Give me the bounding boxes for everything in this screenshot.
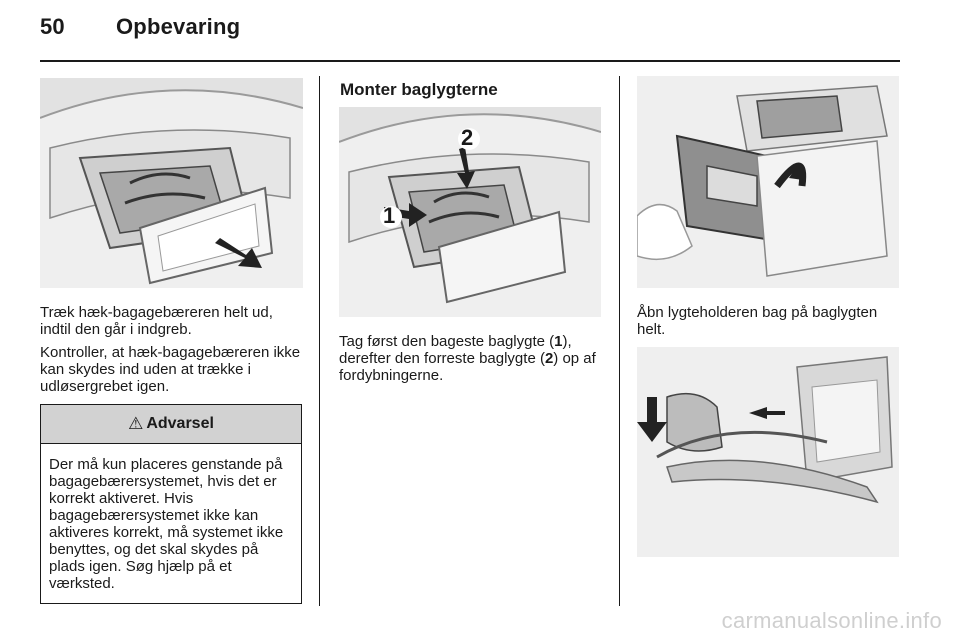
text-part: ), derefter den forreste baglygte ( — [339, 333, 572, 367]
illustration-pull-out-carrier — [40, 78, 303, 288]
watermark: carmanualsonline.info — [721, 608, 942, 633]
warning-triangle-icon: ⚠ — [128, 414, 144, 433]
bold-ref-2: 2 — [544, 350, 554, 367]
warning-box — [40, 404, 302, 604]
section-heading: Monter baglygterne — [340, 80, 498, 99]
warning-header — [41, 405, 301, 444]
paragraph-remove-taillights — [339, 333, 603, 384]
header-rule — [40, 60, 900, 62]
text-part: ) op af fordybningerne. — [339, 350, 596, 384]
paragraph-check-lock: Kontroller, at hæk-bagagebæreren ikke kan skydes ind uden at trække i udløsergrebet igen. — [40, 344, 301, 395]
column-divider-right — [619, 76, 620, 606]
illustration-lamp-connection — [637, 347, 899, 557]
warning-title: Advarsel — [146, 415, 214, 432]
page-header — [40, 14, 240, 40]
text-part: Tag først den bageste baglygte ( — [339, 333, 555, 350]
callout-1: 1 — [383, 203, 396, 228]
illustration-open-lamp-holder — [637, 76, 899, 288]
bold-ref-1: 1 — [554, 333, 563, 350]
paragraph-pull-out: Træk hæk-bagagebæreren helt ud, indtil den går i indgreb. — [40, 304, 273, 338]
callout-2: 2 — [461, 125, 474, 150]
column-divider-left — [319, 76, 320, 606]
chapter-title: Opbevaring — [116, 14, 241, 39]
page-number: 50 — [40, 14, 65, 39]
warning-text: Der må kun placeres genstande på bagagebærersystemet, hvis det er korrekt aktiveret. Hvis bagagebærersystemet ikke kan aktiveres korrekt, må systemet ikke benyttes, og det skal skydes på plads igen. Søg hjælp på et værksted. — [49, 456, 284, 592]
paragraph-open-holder: Åbn lygteholderen bag på baglygten helt. — [637, 304, 878, 338]
illustration-remove-taillights — [339, 107, 601, 317]
